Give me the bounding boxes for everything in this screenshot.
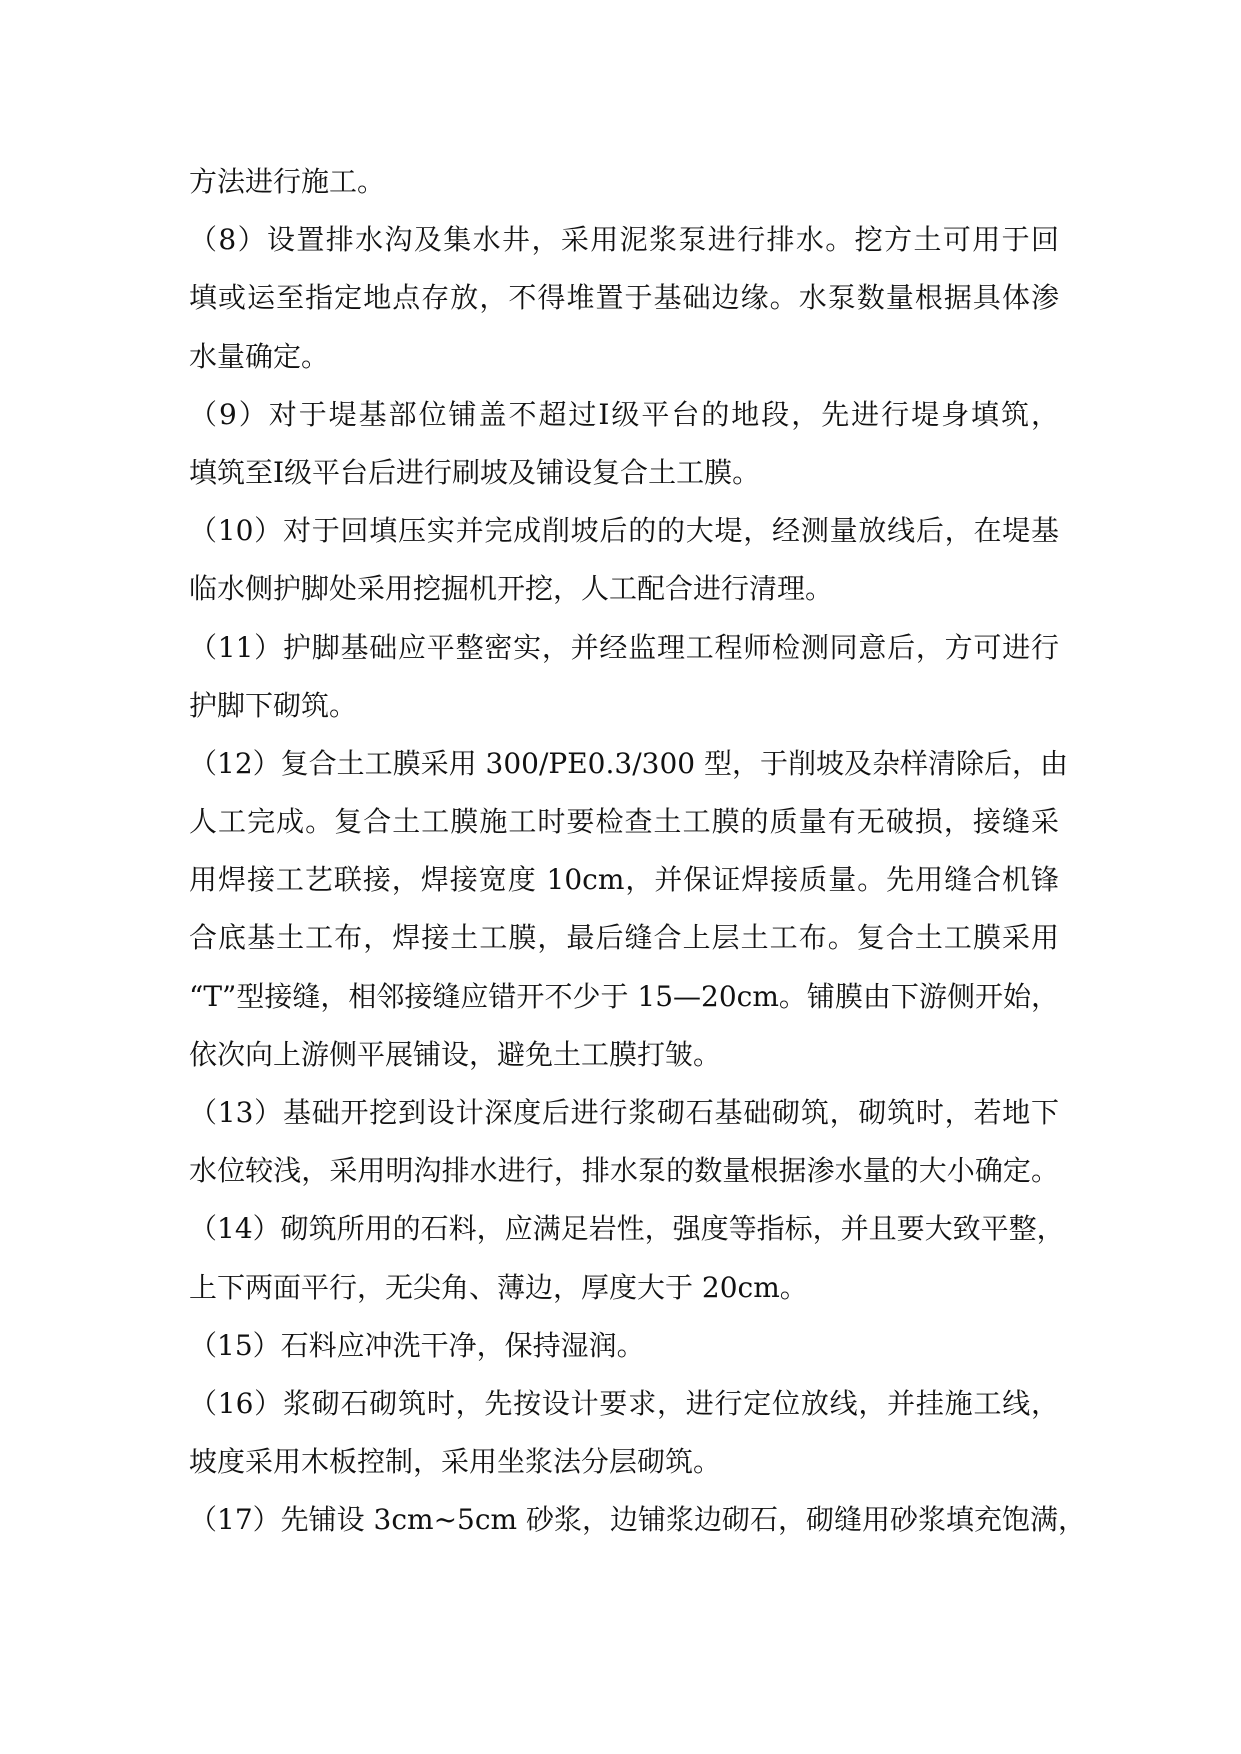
paragraph-item-17 bbox=[189, 1500, 1086, 1558]
text-line: （8）设置排水沟及集水井，采用泥浆泵进行排水。挖方土可用于回 bbox=[189, 223, 1059, 257]
paragraph-item-14 bbox=[189, 1209, 1065, 1325]
text-line: 水量确定。 bbox=[189, 339, 330, 373]
text-line: （11）护脚基础应平整密实，并经监理工程师检测同意后，方可进行 bbox=[189, 630, 1059, 664]
text-line: 依次向上游侧平展铺设，避免土工膜打皱。 bbox=[189, 1037, 722, 1071]
document-body bbox=[189, 162, 1086, 1559]
text-line: “T”型接缝，相邻接缝应错开不少于 15—20cm。铺膜由下游侧开始， bbox=[189, 979, 1059, 1013]
paragraph-continuation bbox=[189, 162, 1059, 220]
text-line: 水位较浅，采用明沟排水进行，排水泵的数量根据渗水量的大小确定。 bbox=[189, 1154, 1059, 1188]
text-line: 上下两面平行，无尖角、薄边，厚度大于 20cm。 bbox=[189, 1270, 808, 1304]
text-line: （15）石料应冲洗干净，保持湿润。 bbox=[189, 1328, 645, 1362]
text-line: 合底基土工布，焊接土工膜，最后缝合上层土工布。复合土工膜采用 bbox=[189, 921, 1059, 955]
paragraph-item-11 bbox=[189, 628, 1059, 744]
text-line: （14）砌筑所用的石料，应满足岩性，强度等指标，并且要大致平整， bbox=[189, 1212, 1065, 1246]
text-line: 临水侧护脚处采用挖掘机开挖，人工配合进行清理。 bbox=[189, 572, 834, 606]
text-line: 方法进行施工。 bbox=[189, 165, 386, 198]
text-line: （13）基础开挖到设计深度后进行浆砌石基础砌筑，砌筑时，若地下 bbox=[189, 1096, 1059, 1129]
text-line: （12）复合土工膜采用 300/PE0.3/300 型，于削坡及杂样清除后，由 bbox=[189, 746, 1068, 780]
text-line: （16）浆砌石砌筑时，先按设计要求，进行定位放线，并挂施工线， bbox=[189, 1386, 1059, 1420]
paragraph-item-8 bbox=[189, 220, 1059, 395]
paragraph-item-15 bbox=[189, 1326, 1059, 1384]
text-line: 人工完成。复合土工膜施工时要检查土工膜的质量有无破损，接缝采 bbox=[189, 805, 1059, 839]
paragraph-item-16 bbox=[189, 1384, 1059, 1500]
paragraph-item-10 bbox=[189, 511, 1059, 627]
text-line: （10）对于回填压实并完成削坡后的的大堤，经测量放线后，在堤基 bbox=[189, 514, 1059, 548]
text-line: 用焊接工艺联接，焊接宽度 10cm，并保证焊接质量。先用缝合机锋 bbox=[189, 863, 1059, 897]
paragraph-item-9 bbox=[189, 395, 1059, 511]
text-line: （17）先铺设 3cm~5cm 砂浆，边铺浆边砌石，砌缝用砂浆填充饱满， bbox=[189, 1503, 1086, 1537]
text-line: 填筑至Ⅰ级平台后进行刷坡及铺设复合土工膜。 bbox=[189, 455, 761, 489]
text-line: 填或运至指定地点存放，不得堆置于基础边缘。水泵数量根据具体渗 bbox=[189, 281, 1059, 315]
text-line: 护脚下砌筑。 bbox=[189, 688, 358, 722]
paragraph-item-13 bbox=[189, 1093, 1059, 1209]
text-line: 坡度采用木板控制，采用坐浆法分层砌筑。 bbox=[189, 1445, 722, 1479]
paragraph-item-12 bbox=[189, 744, 1068, 1093]
text-line: （9）对于堤基部位铺盖不超过Ⅰ级平台的地段，先进行堤身填筑， bbox=[189, 397, 1059, 431]
